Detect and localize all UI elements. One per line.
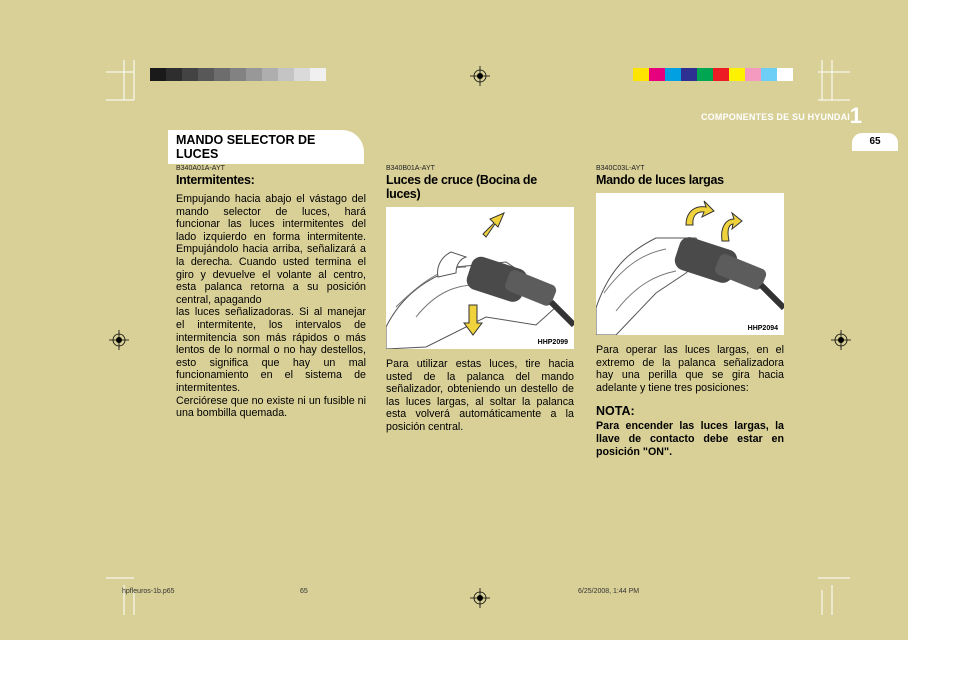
figure-code: HHP2094 <box>747 325 778 332</box>
gray-calibration-bar <box>150 68 326 81</box>
calibration-swatch <box>262 68 278 81</box>
calibration-swatch <box>198 68 214 81</box>
paragraph: las luces señalizadoras. Si al manejar el intermitente, los intervalos de intermitencia son más rápidos o más lentos de lo normal o no hay destellos, esto significa que hay un mal funcionamiento en el sistema de intermitentes. <box>176 306 366 394</box>
chapter-number: 1 <box>849 103 862 128</box>
calibration-swatch <box>278 68 294 81</box>
calibration-swatch <box>665 68 681 81</box>
calibration-swatch <box>649 68 665 81</box>
calibration-swatch <box>697 68 713 81</box>
footer-file: hpfleuros-1b.p65 <box>122 588 175 595</box>
reference-code: B340C03L-AYT <box>596 165 645 172</box>
calibration-swatch <box>745 68 761 81</box>
calibration-swatch <box>150 68 166 81</box>
calibration-swatch <box>713 68 729 81</box>
paragraph: Para utilizar estas luces, tire hacia usted de la palanca del mando señalizador, obteniendo un destello de las luces largas, al soltar la palanca esta volverá automáticamente a la posición central. <box>386 358 574 433</box>
footer-date: 6/25/2008, 1:44 PM <box>578 588 640 595</box>
arrow-down-icon <box>462 303 484 337</box>
section-label: COMPONENTES DE SU HYUNDAI <box>700 112 850 122</box>
paragraph: Cerciórese que no existe ni un fusible ni una bombilla quemada. <box>176 394 366 420</box>
calibration-swatch <box>681 68 697 81</box>
calibration-swatch <box>294 68 310 81</box>
paragraph: Empujando hacia abajo el vástago del mando selector de luces, hará funcionar las luces intermitentes del lado izquierdo en forma intermitente. Empujándolo hacia arriba, señalizará a la derecha. Cuando usted termina el giro y devuelve el volante al centro, esta palanca retorna a su posición central, apagando <box>176 193 366 306</box>
paragraph: Para operar las luces largas, en el extremo de la palanca señalizadora hay una perilla que se gira hacia adelante y tiene tres posiciones: <box>596 344 784 394</box>
lever-illustration <box>596 193 784 335</box>
column-heading: Mando de luces largas <box>596 173 724 187</box>
calibration-swatch <box>310 68 326 81</box>
note-body: Para encender las luces largas, la llave de contacto debe estar en posición "ON". <box>596 420 784 458</box>
calibration-swatch <box>166 68 182 81</box>
calibration-swatch <box>230 68 246 81</box>
note-heading: NOTA: <box>596 404 635 419</box>
calibration-swatch <box>246 68 262 81</box>
column-luces-largas <box>596 165 784 458</box>
column-intermitentes <box>176 165 366 420</box>
column-body <box>176 193 366 420</box>
column-body <box>386 358 574 434</box>
calibration-swatch <box>777 68 793 81</box>
section-title: MANDO SELECTOR DE LUCES <box>176 133 316 161</box>
column-luces-de-cruce <box>386 165 574 434</box>
rotate-arrow-icon <box>680 199 716 229</box>
arrow-up-icon <box>478 209 508 239</box>
figure-code: HHP2099 <box>537 339 568 346</box>
footer-page: 65 <box>300 588 308 595</box>
column-body <box>596 344 784 394</box>
column-heading: Intermitentes: <box>176 173 255 187</box>
calibration-swatch <box>214 68 230 81</box>
calibration-swatch <box>761 68 777 81</box>
lever-illustration <box>386 207 574 349</box>
color-calibration-bar <box>633 68 793 81</box>
calibration-swatch <box>182 68 198 81</box>
rotate-arrow-icon <box>716 209 744 243</box>
page-number: 65 <box>869 136 881 147</box>
column-heading: Luces de cruce (Bocina de luces) <box>386 173 537 201</box>
reference-code: B340B01A-AYT <box>386 165 435 172</box>
reference-code: B340A01A-AYT <box>176 165 225 172</box>
calibration-swatch <box>633 68 649 81</box>
calibration-swatch <box>729 68 745 81</box>
